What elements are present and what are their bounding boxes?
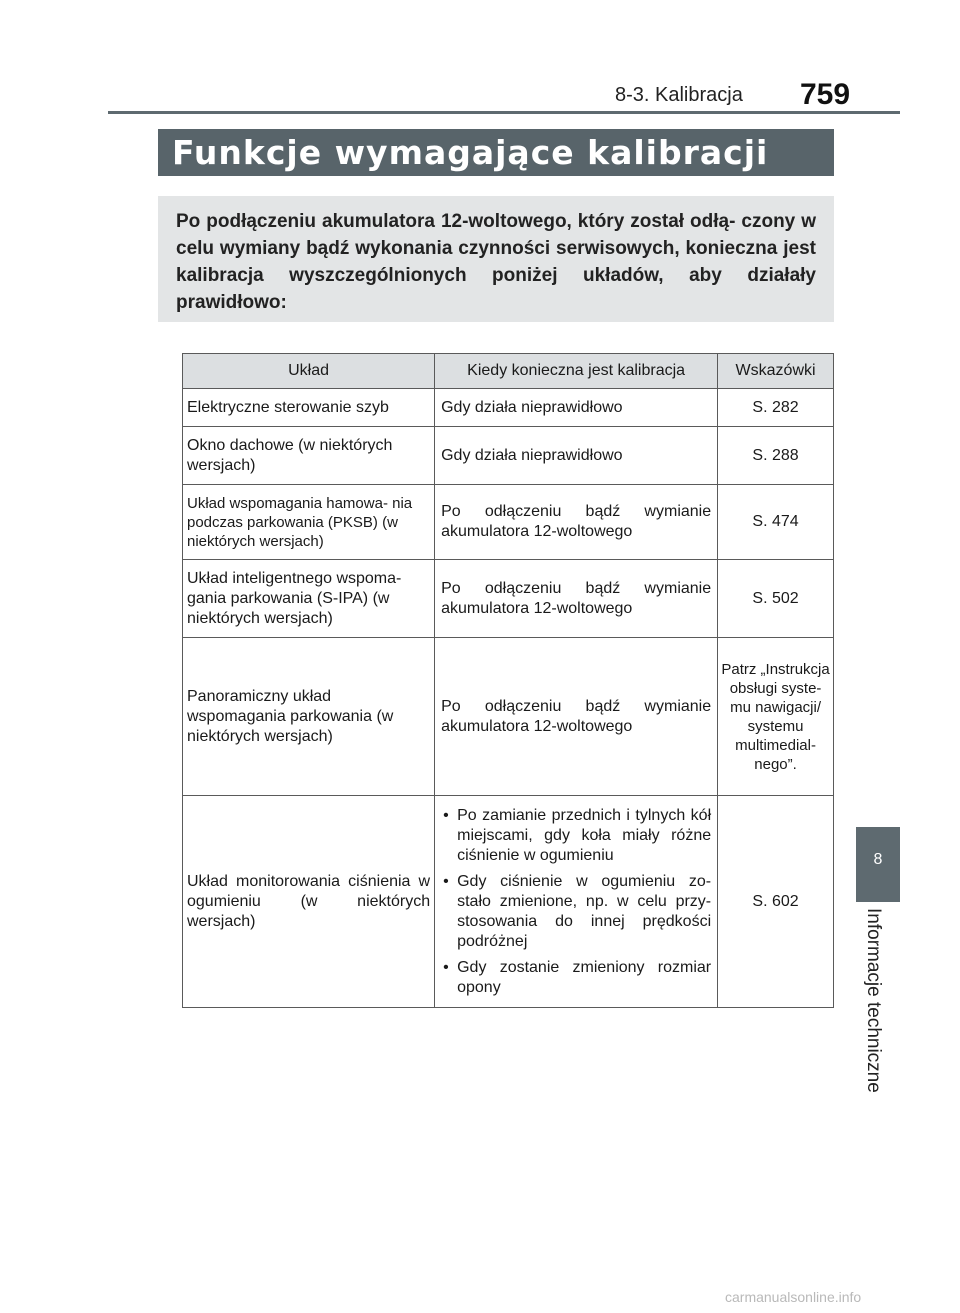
column-header-when: Kiedy konieczna jest kalibracja [435, 354, 718, 389]
when-cell [435, 796, 718, 1008]
when-cell: Gdy działa nieprawidłowo [435, 389, 718, 427]
calibration-table [182, 353, 834, 1008]
condition-list [441, 806, 711, 998]
page-number: 759 [800, 78, 851, 111]
system-cell: Okno dachowe (w niektórych wersjach) [183, 427, 435, 485]
table-row [183, 796, 834, 1008]
section-title: 8-3. Kalibracja [615, 84, 743, 106]
system-cell: Układ monitorowania ciśnienia w ogumieniu (w niektórych wersjach) [183, 796, 435, 1008]
chapter-label: Informacje techniczne [863, 908, 884, 1093]
system-cell: Elektryczne sterowanie szyb [183, 389, 435, 427]
system-cell: Układ wspomagania hamowa- nia podczas parkowania (PKSB) (w niektórych wersjach) [183, 485, 435, 560]
table-row [183, 485, 834, 560]
page-title: Funkcje wymagające kalibracji [158, 129, 834, 176]
table-row [183, 560, 834, 638]
system-cell: Panoramiczny układ wspomagania parkowania (w niektórych wersjach) [183, 638, 435, 796]
reference-cell: S. 602 [718, 796, 834, 1008]
when-cell: Gdy działa nieprawidłowo [435, 427, 718, 485]
when-cell: Po odłączeniu bądź wymianie akumulatora 12-woltowego [435, 638, 718, 796]
reference-cell: S. 474 [718, 485, 834, 560]
header-divider [108, 111, 900, 114]
reference-cell: S. 288 [718, 427, 834, 485]
condition-item: • Po zamianie przednich i tylnych kół miejscami, gdy koła miały różne ciśnienie w ogumieniu [441, 806, 711, 866]
reference-cell: S. 282 [718, 389, 834, 427]
table-row [183, 638, 834, 796]
system-cell: Układ inteligentnego wspoma- gania parkowania (S-IPA) (w niektórych wersjach) [183, 560, 435, 638]
reference-cell: S. 502 [718, 560, 834, 638]
when-cell: Po odłączeniu bądź wymianie akumulatora 12-woltowego [435, 560, 718, 638]
condition-item: • Gdy ciśnienie w ogumieniu zo- stało zmienione, np. w celu przy- stosowania do innej prędkości podróżnej [441, 872, 711, 952]
condition-item: • Gdy zostanie zmieniony rozmiar opony [441, 958, 711, 998]
when-cell: Po odłączeniu bądź wymianie akumulatora 12-woltowego [435, 485, 718, 560]
column-header-system: Układ [183, 354, 435, 389]
table-row [183, 389, 834, 427]
reference-cell: Patrz „Instrukcja obsługi syste- mu nawigacji/ systemu multimedial- nego”. [718, 638, 834, 796]
intro-text: Po podłączeniu akumulatora 12-woltowego, który został odłą- czony w celu wymiany bądź wykonania czynności serwisowych, konieczna jest kalibracja wyszczególnionych poniżej układów, aby działały prawidłowo: [158, 196, 834, 322]
column-header-reference: Wskazówki [718, 354, 834, 389]
chapter-tab: 8 [856, 827, 900, 902]
table-row [183, 427, 834, 485]
table-header-row [183, 354, 834, 389]
watermark: carmanualsonline.info [725, 1289, 862, 1305]
